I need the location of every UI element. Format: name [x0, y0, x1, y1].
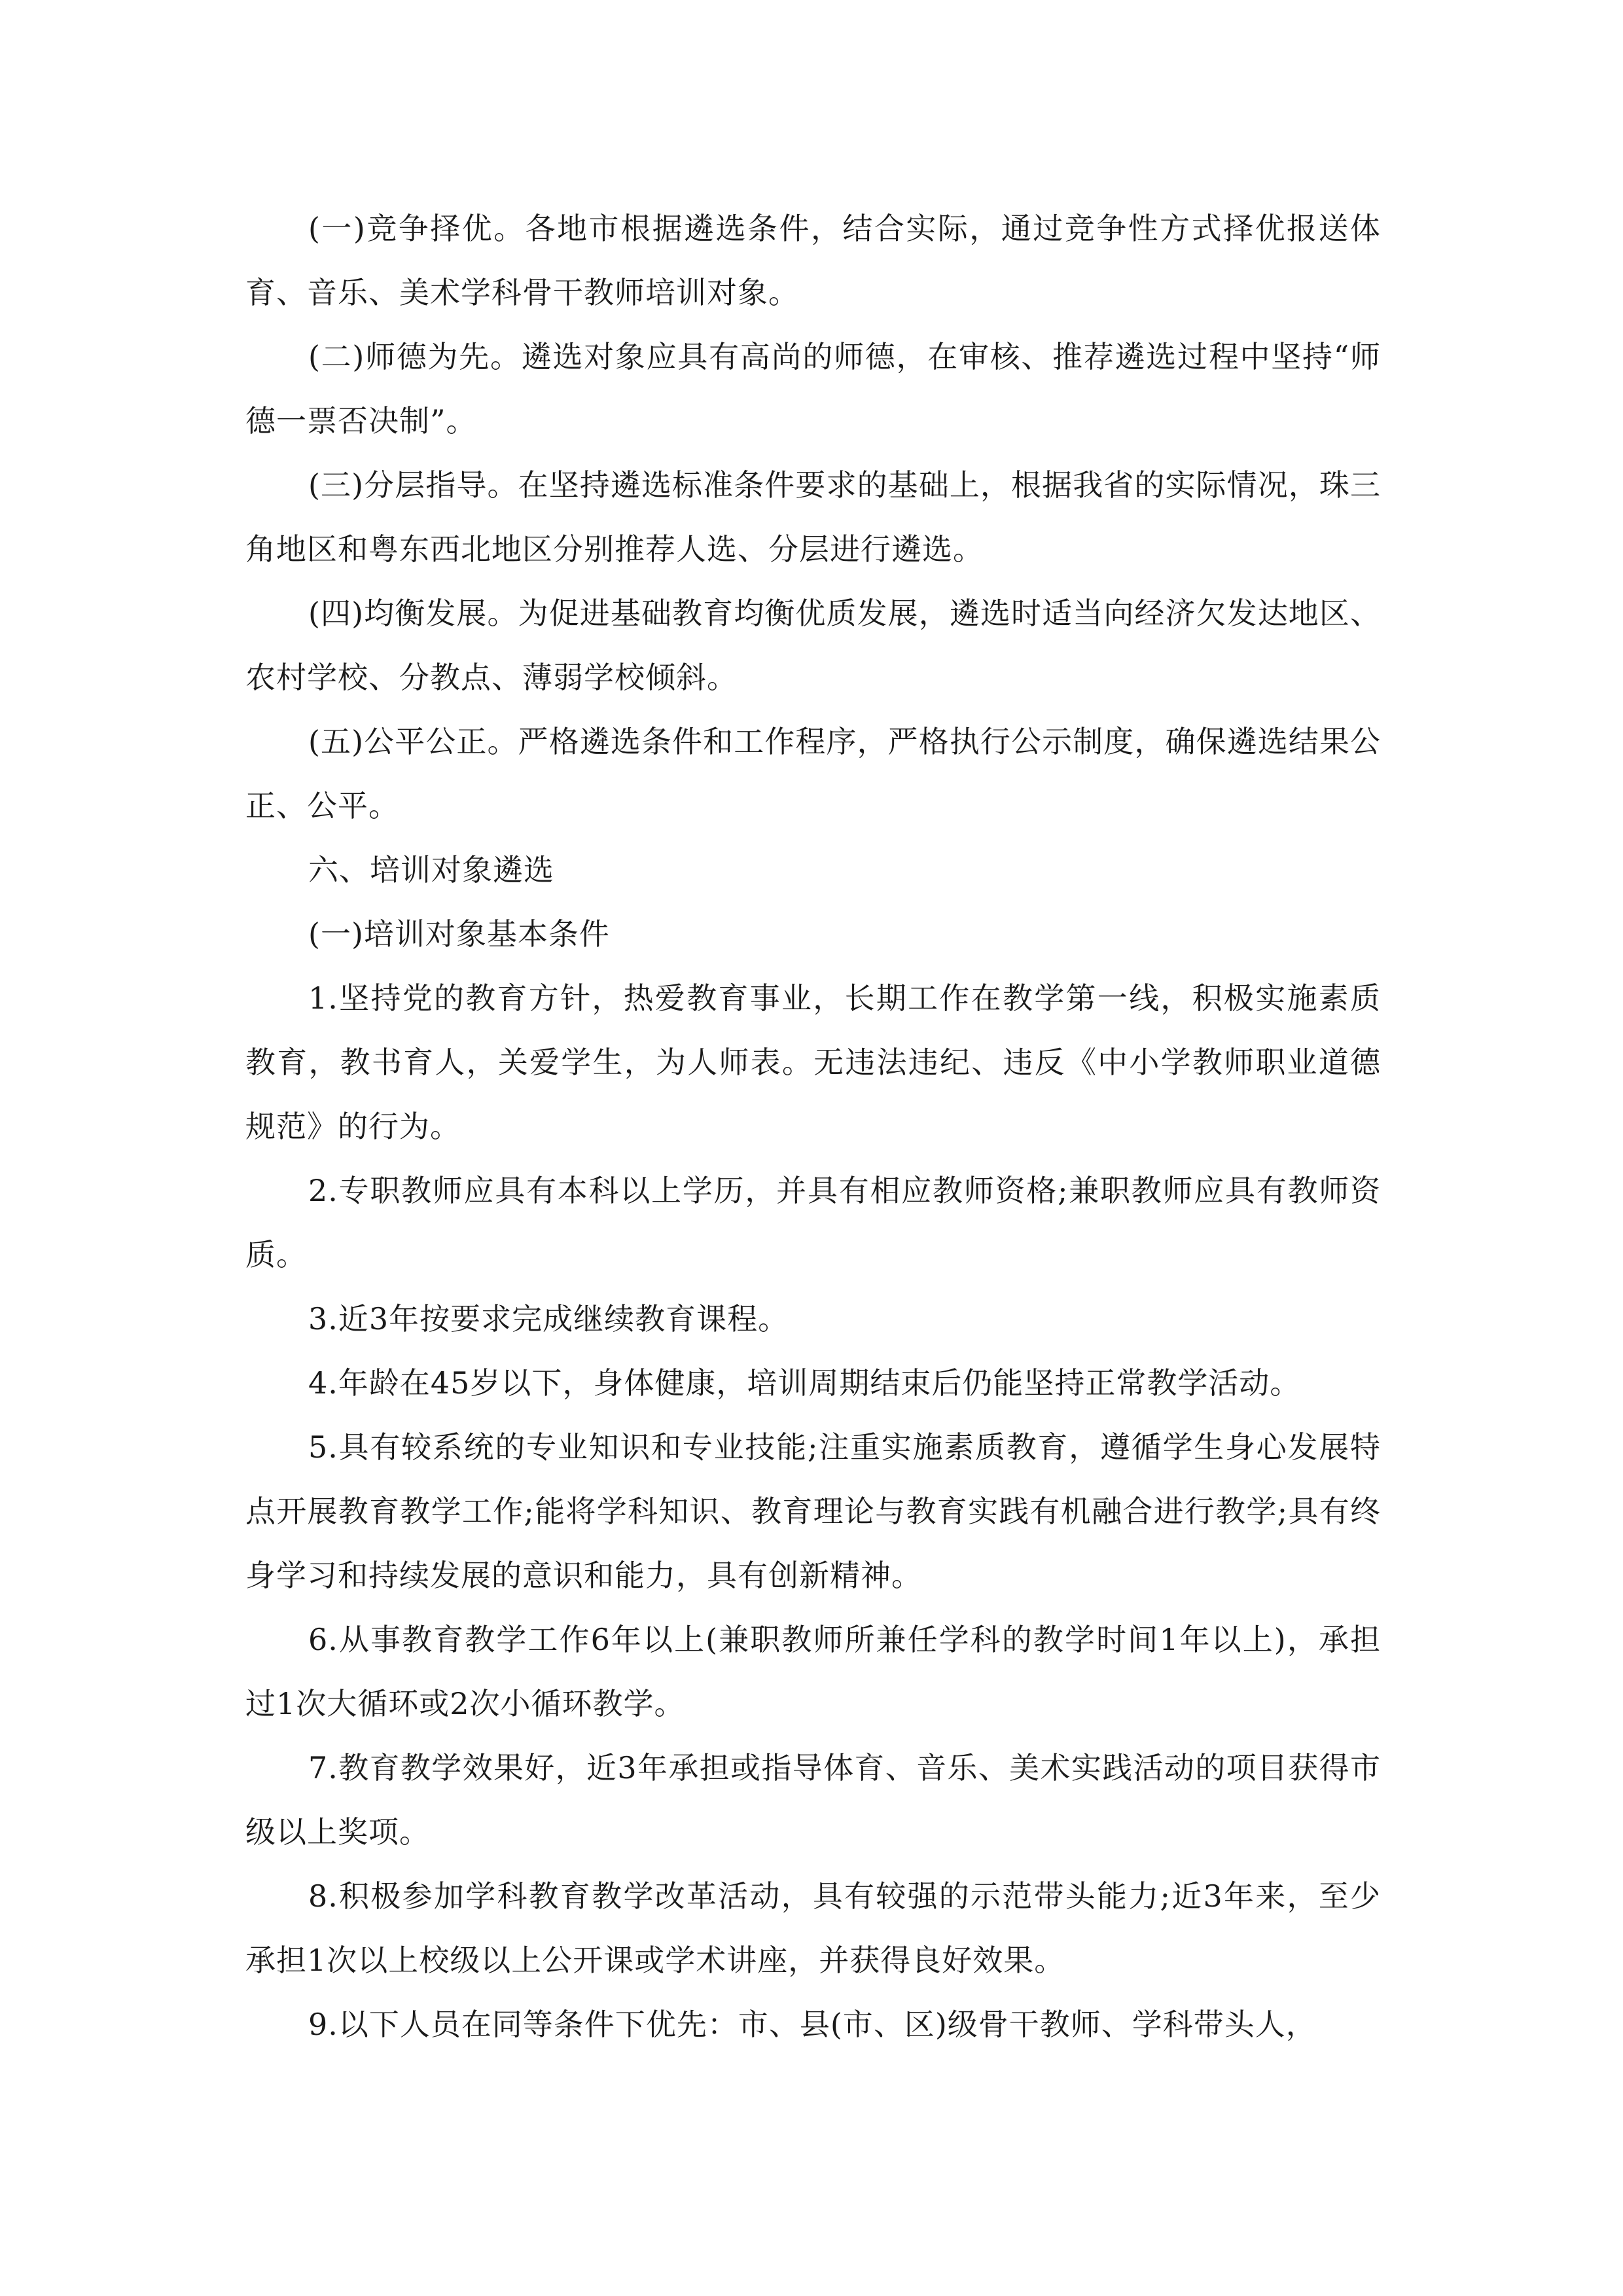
condition-item-7: 7.教育教学效果好，近3年承担或指导体育、音乐、美术实践活动的项目获得市级以上奖项。 [245, 1750, 1381, 1850]
paragraph-tiered: (三)分层指导。在坚持遴选标准条件要求的基础上，根据我省的实际情况，珠三角地区和粤东西北地区分别推荐人选、分层进行遴选。 [245, 467, 1381, 567]
paragraph-fairness: (五)公平公正。严格遴选条件和工作程序，严格执行公示制度，确保遴选结果公正、公平。 [245, 724, 1381, 823]
subsection-heading-conditions: (一)培训对象基本条件 [308, 916, 610, 952]
condition-item-4: 4.年龄在45岁以下，身体健康，培训周期结束后仍能坚持正常教学活动。 [308, 1365, 1301, 1401]
paragraph-competition: (一)竞争择优。各地市根据遴选条件，结合实际，通过竞争性方式择优报送体育、音乐、美术学科骨干教师培训对象。 [245, 211, 1381, 310]
condition-item-9: 9.以下人员在同等条件下优先：市、县(市、区)级骨干教师、学科带头人， [308, 2007, 1317, 2042]
paragraph-ethics: (二)师德为先。遴选对象应具有高尚的师德，在审核、推荐遴选过程中坚持“师德一票否决制”。 [245, 339, 1381, 439]
condition-item-8: 8.积极参加学科教育教学改革活动，具有较强的示范带头能力;近3年来，至少承担1次以上校级以上公开课或学术讲座，并获得良好效果。 [245, 1878, 1381, 1978]
condition-item-2: 2.专职教师应具有本科以上学历，并具有相应教师资格;兼职教师应具有教师资质。 [245, 1173, 1381, 1272]
paragraph-balanced: (四)均衡发展。为促进基础教育均衡优质发展，遴选时适当向经济欠发达地区、农村学校、分教点、薄弱学校倾斜。 [245, 596, 1381, 695]
section-heading-selection: 六、培训对象遴选 [308, 852, 554, 888]
condition-item-3: 3.近3年按要求完成继续教育课程。 [308, 1301, 789, 1336]
condition-item-6: 6.从事教育教学工作6年以上(兼职教师所兼任学科的教学时间1年以上)，承担过1次大循环或2次小循环教学。 [245, 1622, 1381, 1721]
condition-item-1: 1.坚持党的教育方针，热爱教育事业，长期工作在教学第一线，积极实施素质教育，教书育人，关爱学生，为人师表。无违法违纪、违反《中小学教师职业道德规范》的行为。 [245, 980, 1381, 1144]
condition-item-5: 5.具有较系统的专业知识和专业技能;注重实施素质教育，遵循学生身心发展特点开展教育教学工作;能将学科知识、教育理论与教育实践有机融合进行教学;具有终身学习和持续发展的意识和能力，具有创新精神。 [245, 1429, 1381, 1593]
document-body [245, 196, 1381, 2056]
